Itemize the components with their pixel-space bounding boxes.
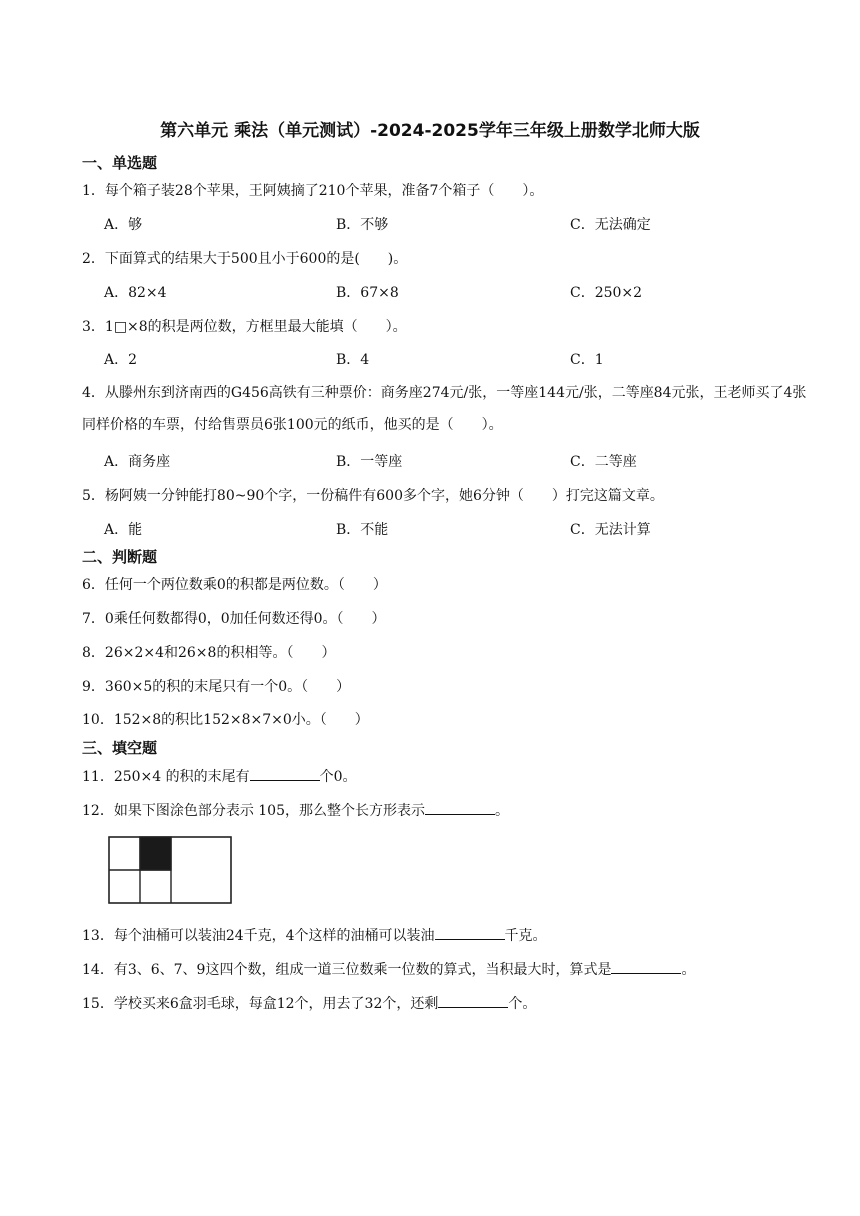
q5-option-c: C．无法计算 [570, 522, 651, 538]
q14-text-end: 。 [681, 962, 696, 978]
q5-option-a: A．能 [104, 522, 143, 538]
q3-option-a: A．2 [104, 352, 138, 368]
q13-answer-blank[interactable] [435, 926, 505, 940]
rectangle-figure [108, 836, 232, 904]
question-4: 4．从滕州东到济南西的G456高铁有三种票价：商务座274元/张，一等座144元/张，二等座84元张，王老师买了4张同样价格的车票，付给售票员6张100元的纸币，他买的是（ ）。 [82, 385, 807, 433]
q4-option-c: C．二等座 [570, 454, 637, 470]
q13-text-end: 千克。 [504, 928, 547, 944]
question-7: 7．0乘任何数都得0，0加任何数还得0。（ ） [82, 611, 386, 627]
section-judgment: 二、判断题 [82, 548, 158, 566]
q2-option-b: B．67×8 [336, 285, 399, 301]
q12-text: 12．如果下图涂色部分表示 105，那么整个长方形表示 [82, 803, 425, 819]
q3-option-c: C．1 [570, 352, 604, 368]
q14-answer-blank[interactable] [611, 960, 681, 974]
section-single-choice: 一、单选题 [82, 154, 158, 172]
page-title: 第六单元 乘法（单元测试）-2024-2025学年三年级上册数学北师大版 [160, 121, 700, 141]
q3-option-b: B．4 [336, 352, 370, 368]
question-6: 6．任何一个两位数乘0的积都是两位数。（ ） [82, 577, 387, 593]
question-14 [82, 959, 695, 979]
q4-option-b: B．一等座 [336, 454, 403, 470]
question-8: 8．26×2×4和26×8的积相等。（ ） [82, 645, 336, 661]
q2-option-c: C．250×2 [570, 285, 643, 301]
q12-answer-blank[interactable] [425, 801, 495, 815]
question-10: 10．152×8的积比152×8×7×0小。（ ） [82, 712, 369, 728]
question-11 [82, 766, 357, 786]
question-15 [82, 993, 536, 1013]
question-9: 9．360×5的积的末尾只有一个0。（ ） [82, 679, 351, 695]
question-2: 2．下面算式的结果大于500且小于600的是( )。 [82, 251, 408, 267]
q11-text: 11．250×4 的积的末尾有 [82, 769, 250, 785]
q4-option-a: A．商务座 [104, 454, 171, 470]
question-13 [82, 925, 547, 945]
section-fill-blank: 三、填空题 [82, 739, 158, 757]
q2-option-a: A．82×4 [104, 285, 167, 301]
shaded-cell [140, 837, 171, 870]
q15-text-end: 个。 [508, 996, 537, 1012]
q15-answer-blank[interactable] [438, 994, 508, 1008]
q12-text-end: 。 [495, 803, 509, 819]
q11-text-end: 个0。 [319, 769, 357, 785]
q5-option-b: B．不能 [336, 522, 389, 538]
q13-text: 13．每个油桶可以装油24千克，4个这样的油桶可以装油 [82, 928, 435, 944]
q1-option-a: A．够 [104, 217, 143, 233]
question-1: 1．每个箱子装28个苹果，王阿姨摘了210个苹果，准备7个箱子（ ）。 [82, 183, 544, 199]
q14-text: 14．有3、6、7、9这四个数，组成一道三位数乘一位数的算式，当积最大时，算式是 [82, 962, 612, 978]
question-3: 3．1□×8的积是两位数，方框里最大能填（ ）。 [82, 319, 407, 335]
q1-option-c: C．无法确定 [570, 217, 651, 233]
question-5: 5．杨阿姨一分钟能打80~90个字，一份稿件有600多个字，她6分钟（ ）打完这篇文章。 [82, 488, 664, 504]
q11-answer-blank[interactable] [250, 767, 320, 781]
q1-option-b: B．不够 [336, 217, 389, 233]
q15-text: 15．学校买来6盒羽毛球，每盒12个，用去了32个，还剩 [82, 996, 439, 1012]
question-12 [82, 800, 509, 820]
